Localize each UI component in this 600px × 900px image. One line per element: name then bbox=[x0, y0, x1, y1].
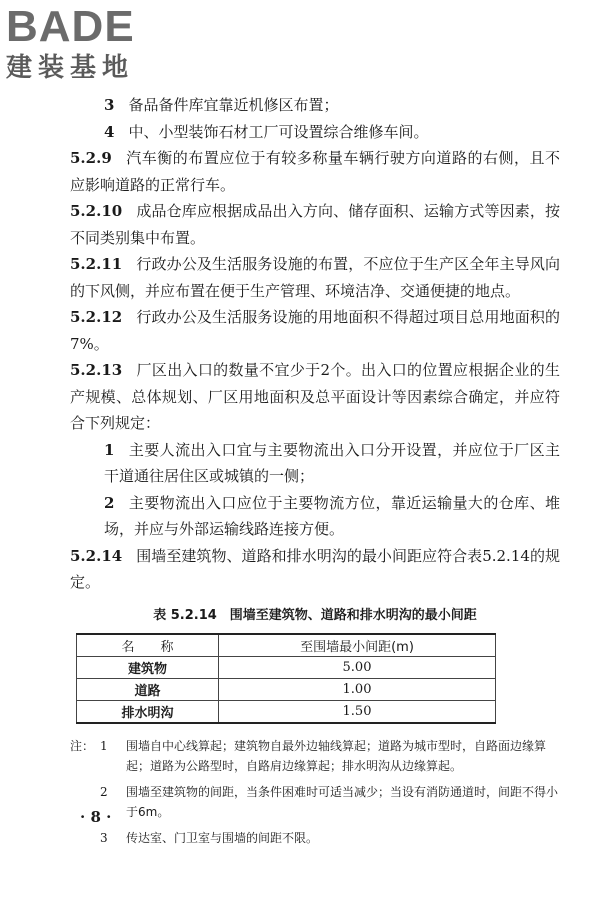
list-item: 3 备品备件库宜靠近机修区布置； bbox=[104, 96, 339, 114]
bade-logo bbox=[6, 4, 176, 84]
list-item: 4 中、小型装饰石材工厂可设置综合维修车间。 bbox=[104, 122, 429, 141]
note-label: 注： bbox=[70, 738, 95, 753]
table-row bbox=[77, 656, 496, 678]
clause-5-2-13: 5.2.13 厂区出入口的数量不宜少于2个。出入口的位置应根据企业的生产规模、总体规划、厂区用地面积及总平面设计等因素综合确定，并应符合下列规定： bbox=[70, 361, 560, 432]
list-item: 1 主要人流出入口宜与主要物流出入口分开设置，并应位于厂区主干道通往居住区或城镇的一侧； bbox=[104, 440, 560, 485]
note-item: 3 传达室、门卫室与围墙的间距不限。 bbox=[100, 830, 319, 845]
list-item: 2 主要物流出入口应位于主要物流方位，靠近运输量大的仓库、堆场，并应与外部运输线路连接方便。 bbox=[104, 493, 560, 538]
header-name: 名 称 bbox=[77, 634, 219, 657]
cell-name: 道路 bbox=[77, 678, 219, 700]
note-item: 2 围墙至建筑物的间距，当条件困难时可适当减少；当设有消防通道时，间距不得小于6m。 bbox=[100, 784, 559, 819]
document-body bbox=[70, 92, 560, 848]
table-notes bbox=[70, 736, 560, 848]
cell-value: 5.00 bbox=[219, 656, 496, 678]
note-item: 注： 1 围墙自中心线算起；建筑物自最外边轴线算起；道路为城市型时，自路面边缘算起；道路为公路型时，自路肩边缘算起；排水明沟从边缘算起。 bbox=[70, 736, 560, 776]
spacing-table bbox=[76, 633, 496, 724]
clause-5-2-11: 5.2.11 行政办公及生活服务设施的布置，不应位于生产区全年主导风向的下风侧，并应布置在便于生产管理、环境洁净、交通便捷的地点。 bbox=[70, 255, 560, 300]
table-caption: 表 5.2.14 围墙至建筑物、道路和排水明沟的最小间距 bbox=[153, 607, 477, 623]
logo-subtitle: 建装基地 bbox=[6, 53, 135, 83]
table-row bbox=[77, 700, 496, 723]
table-row bbox=[77, 678, 496, 700]
table-header-row bbox=[77, 634, 496, 657]
header-distance: 至围墙最小间距(m) bbox=[219, 634, 496, 657]
logo-wordmark: BADE bbox=[6, 2, 135, 51]
cell-name: 建筑物 bbox=[77, 656, 219, 678]
cell-value: 1.50 bbox=[219, 700, 496, 723]
cell-value: 1.00 bbox=[219, 678, 496, 700]
clause-5-2-14: 5.2.14 围墙至建筑物、道路和排水明沟的最小间距应符合表5.2.14的规定。 bbox=[70, 546, 560, 591]
cell-name: 排水明沟 bbox=[77, 700, 219, 723]
clause-5-2-9: 5.2.9 汽车衡的布置应位于有较多称量车辆行驶方向道路的右侧，且不应影响道路的正常行车。 bbox=[70, 149, 560, 194]
clause-5-2-12: 5.2.12 行政办公及生活服务设施的用地面积不得超过项目总用地面积的7%。 bbox=[70, 308, 560, 353]
clause-5-2-10: 5.2.10 成品仓库应根据成品出入方向、储存面积、运输方式等因素，按不同类别集中布置。 bbox=[70, 202, 560, 247]
page-number: · 8 · bbox=[80, 808, 112, 826]
